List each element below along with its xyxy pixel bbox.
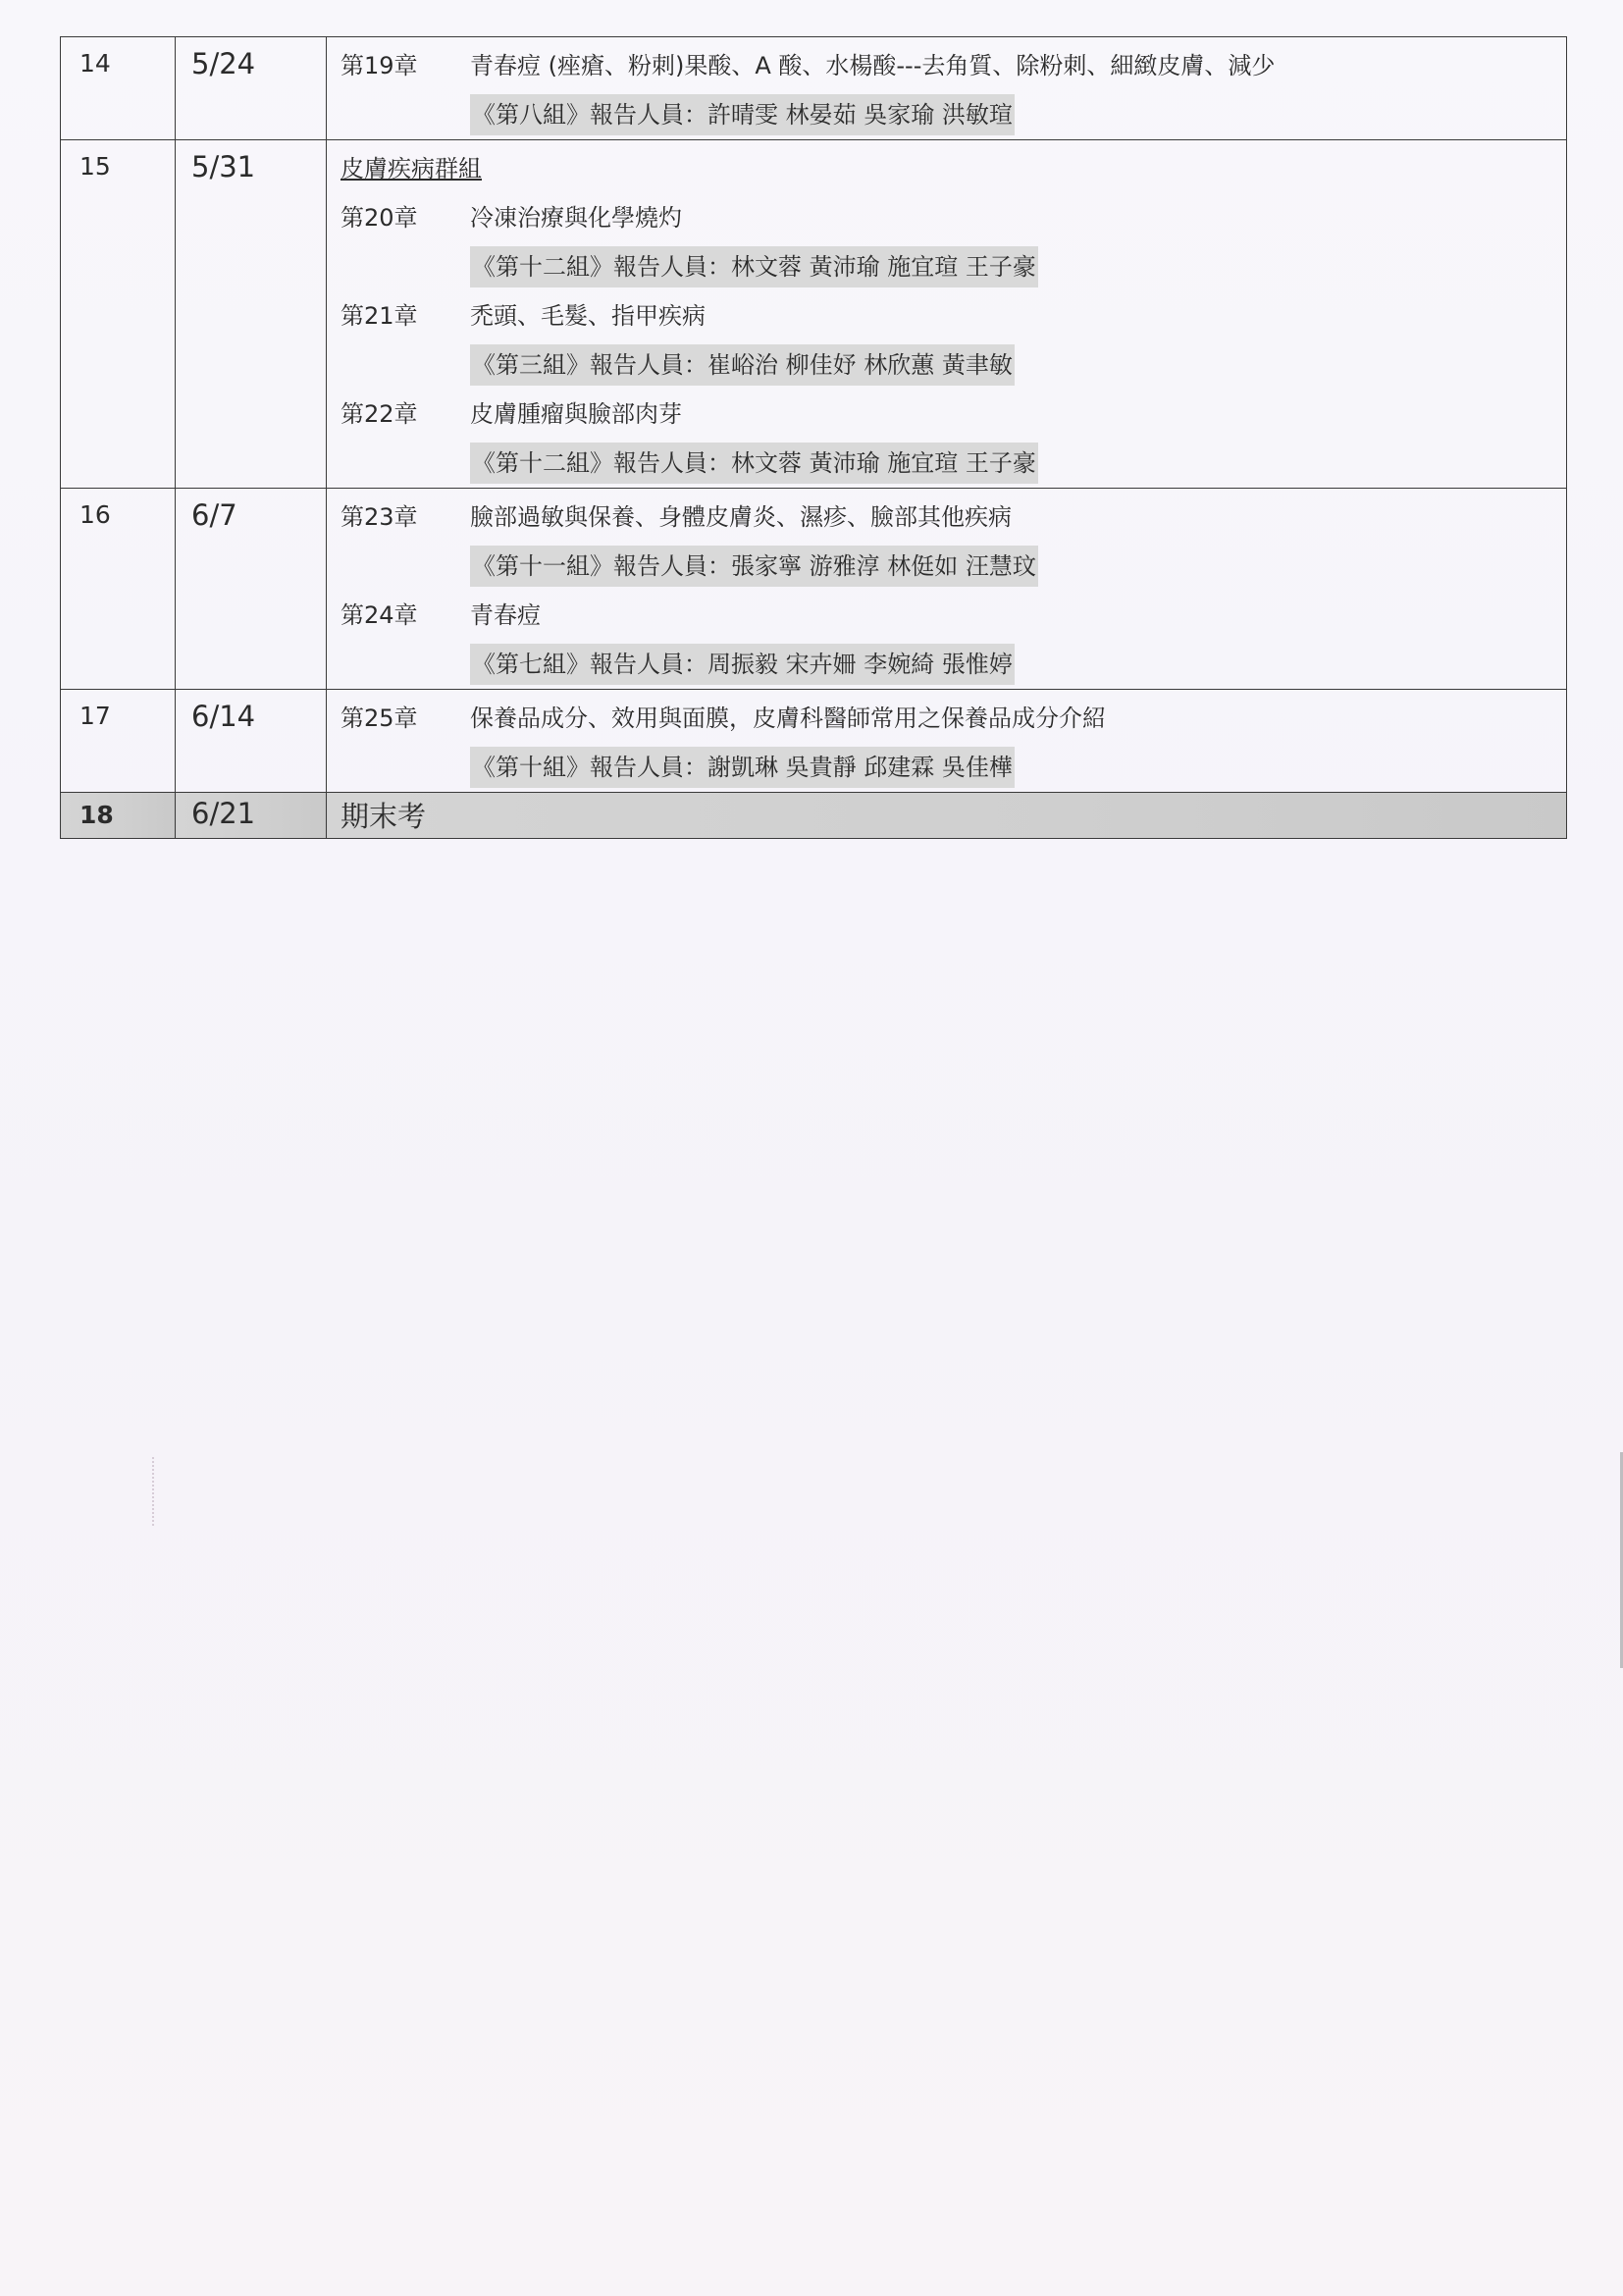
schedule-row [61,37,1567,140]
chapter-number: 第25章 [340,704,418,732]
group-title-line [340,144,1566,193]
week-number: 15 [61,140,176,489]
course-schedule-table [60,36,1567,839]
schedule-row [61,140,1567,489]
chapter-topic: 臉部過敏與保養、身體皮膚炎、濕疹、臉部其他疾病 [470,503,1012,531]
report-line [340,242,1566,291]
report-group: 《第十一組》報告人員：張家寧 游雅淳 林侹如 汪慧玟 [470,546,1038,587]
week-number: 14 [61,37,176,140]
chapter-line [340,493,1566,542]
chapter-number: 第21章 [340,302,418,330]
chapter-number: 第22章 [340,400,418,428]
chapter-number: 第19章 [340,52,418,79]
class-date: 6/14 [176,690,327,793]
chapter-number: 第23章 [340,503,418,531]
class-date: 5/24 [176,37,327,140]
topic-cell [327,489,1567,690]
chapter-topic: 冷凍治療與化學燒灼 [470,204,682,232]
class-date: 6/21 [176,793,327,839]
red-stamp-mark [104,1796,143,1894]
chapter-line [340,390,1566,439]
chapter-line [340,291,1566,340]
chapter-topic: 禿頭、毛髮、指甲疾病 [470,302,706,330]
chapter-topic: 保養品成分、效用與面膜，皮膚科醫師常用之保養品成分介紹 [470,704,1106,732]
report-line [340,743,1566,792]
week-number: 18 [61,793,176,839]
topic-cell [327,140,1567,489]
report-group: 《第十組》報告人員：謝凱琳 吳貴靜 邱建霖 吳佳樺 [470,747,1015,788]
report-line [340,439,1566,488]
faint-stamp-mark [152,1457,193,1526]
week-number: 17 [61,690,176,793]
report-group: 《第十二組》報告人員：林文蓉 黃沛瑜 施宜瑄 王子豪 [470,246,1038,287]
chapter-line [340,41,1566,90]
report-group: 《第十二組》報告人員：林文蓉 黃沛瑜 施宜瑄 王子豪 [470,443,1038,484]
final-exam-row [61,793,1567,839]
report-line [340,90,1566,139]
schedule-row [61,690,1567,793]
class-date: 6/7 [176,489,327,690]
report-line [340,640,1566,689]
chapter-topic: 皮膚腫瘤與臉部肉芽 [470,400,682,428]
chapter-number: 第20章 [340,204,418,232]
topic-cell [327,37,1567,140]
topic-cell [327,690,1567,793]
chapter-line [340,591,1566,640]
chapter-number: 第24章 [340,601,418,629]
report-group: 《第七組》報告人員：周振毅 宋卉姍 李婉綺 張惟婷 [470,644,1015,685]
class-date: 5/31 [176,140,327,489]
schedule-row [61,489,1567,690]
chapter-topic: 青春痘 [470,601,541,629]
group-title: 皮膚疾病群組 [340,155,482,183]
week-number: 16 [61,489,176,690]
chapter-line [340,694,1566,743]
chapter-topic: 青春痘 (痤瘡、粉刺)果酸、A 酸、水楊酸---去角質、除粉刺、細緻皮膚、減少 [470,52,1276,79]
report-line [340,542,1566,591]
chapter-line [340,193,1566,242]
report-group: 《第三組》報告人員：崔峪治 柳佳妤 林欣蕙 黃聿敏 [470,344,1015,386]
final-exam-label: 期末考 [327,793,1567,839]
report-group: 《第八組》報告人員：許晴雯 林晏茹 吳家瑜 洪敏瑄 [470,94,1015,135]
report-line [340,340,1566,390]
